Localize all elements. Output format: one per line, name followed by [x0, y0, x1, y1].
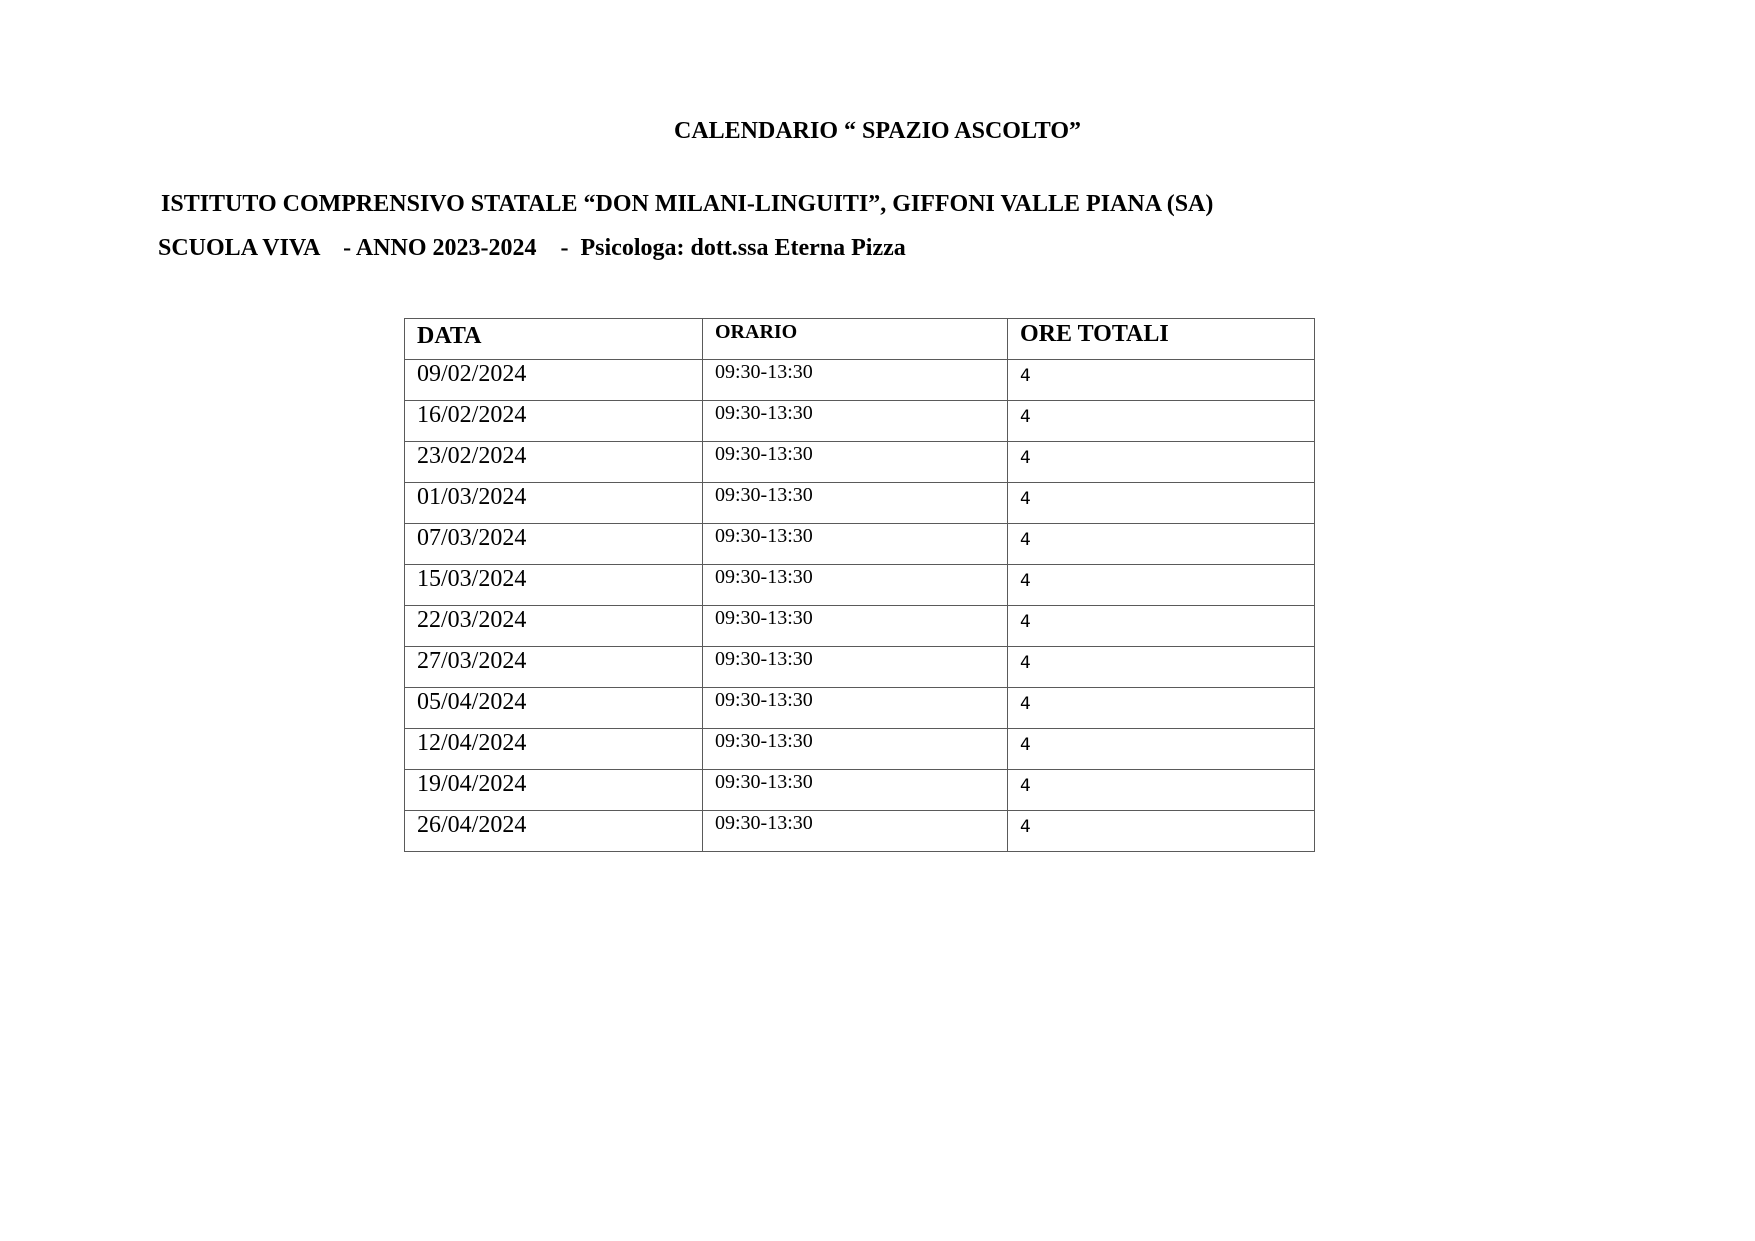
- cell-time: 09:30-13:30: [703, 729, 1008, 770]
- cell-time: 09:30-13:30: [703, 647, 1008, 688]
- table-row: [405, 360, 1315, 401]
- document-title: CALENDARIO “ SPAZIO ASCOLTO”: [674, 118, 1081, 144]
- cell-total-hours: 4: [1008, 401, 1315, 442]
- cell-time: 09:30-13:30: [703, 524, 1008, 565]
- cell-total-hours: 4: [1008, 483, 1315, 524]
- program-info: SCUOLA VIVA - ANNO 2023-2024 - Psicologa: dott.ssa Eterna Pizza: [158, 235, 906, 261]
- schedule-table: [404, 318, 1315, 852]
- header-date: DATA: [405, 319, 703, 360]
- cell-date: 26/04/2024: [405, 811, 703, 852]
- table-row: [405, 729, 1315, 770]
- cell-total-hours: 4: [1008, 688, 1315, 729]
- table-row: [405, 401, 1315, 442]
- cell-time: 09:30-13:30: [703, 606, 1008, 647]
- cell-date: 01/03/2024: [405, 483, 703, 524]
- cell-date: 09/02/2024: [405, 360, 703, 401]
- cell-time: 09:30-13:30: [703, 770, 1008, 811]
- cell-date: 22/03/2024: [405, 606, 703, 647]
- cell-total-hours: 4: [1008, 647, 1315, 688]
- table-row: [405, 483, 1315, 524]
- header-time: ORARIO: [703, 319, 1008, 360]
- cell-date: 07/03/2024: [405, 524, 703, 565]
- cell-date: 27/03/2024: [405, 647, 703, 688]
- cell-time: 09:30-13:30: [703, 811, 1008, 852]
- cell-total-hours: 4: [1008, 565, 1315, 606]
- table-body: [405, 360, 1315, 852]
- cell-total-hours: 4: [1008, 524, 1315, 565]
- cell-date: 19/04/2024: [405, 770, 703, 811]
- cell-date: 12/04/2024: [405, 729, 703, 770]
- table-row: [405, 647, 1315, 688]
- cell-total-hours: 4: [1008, 811, 1315, 852]
- table-row: [405, 565, 1315, 606]
- header-total-hours: ORE TOTALI: [1008, 319, 1315, 360]
- cell-date: 05/04/2024: [405, 688, 703, 729]
- institute-name: ISTITUTO COMPRENSIVO STATALE “DON MILANI-LINGUITI”, GIFFONI VALLE PIANA (SA): [161, 191, 1214, 217]
- cell-time: 09:30-13:30: [703, 401, 1008, 442]
- cell-total-hours: 4: [1008, 360, 1315, 401]
- table-row: [405, 524, 1315, 565]
- cell-time: 09:30-13:30: [703, 442, 1008, 483]
- cell-time: 09:30-13:30: [703, 360, 1008, 401]
- table-row: [405, 606, 1315, 647]
- table-row: [405, 442, 1315, 483]
- table-row: [405, 688, 1315, 729]
- cell-total-hours: 4: [1008, 606, 1315, 647]
- table-row: [405, 770, 1315, 811]
- table-row: [405, 811, 1315, 852]
- cell-total-hours: 4: [1008, 442, 1315, 483]
- cell-total-hours: 4: [1008, 770, 1315, 811]
- cell-date: 23/02/2024: [405, 442, 703, 483]
- cell-total-hours: 4: [1008, 729, 1315, 770]
- cell-time: 09:30-13:30: [703, 483, 1008, 524]
- cell-date: 15/03/2024: [405, 565, 703, 606]
- cell-time: 09:30-13:30: [703, 688, 1008, 729]
- table-header-row: [405, 319, 1315, 360]
- cell-date: 16/02/2024: [405, 401, 703, 442]
- cell-time: 09:30-13:30: [703, 565, 1008, 606]
